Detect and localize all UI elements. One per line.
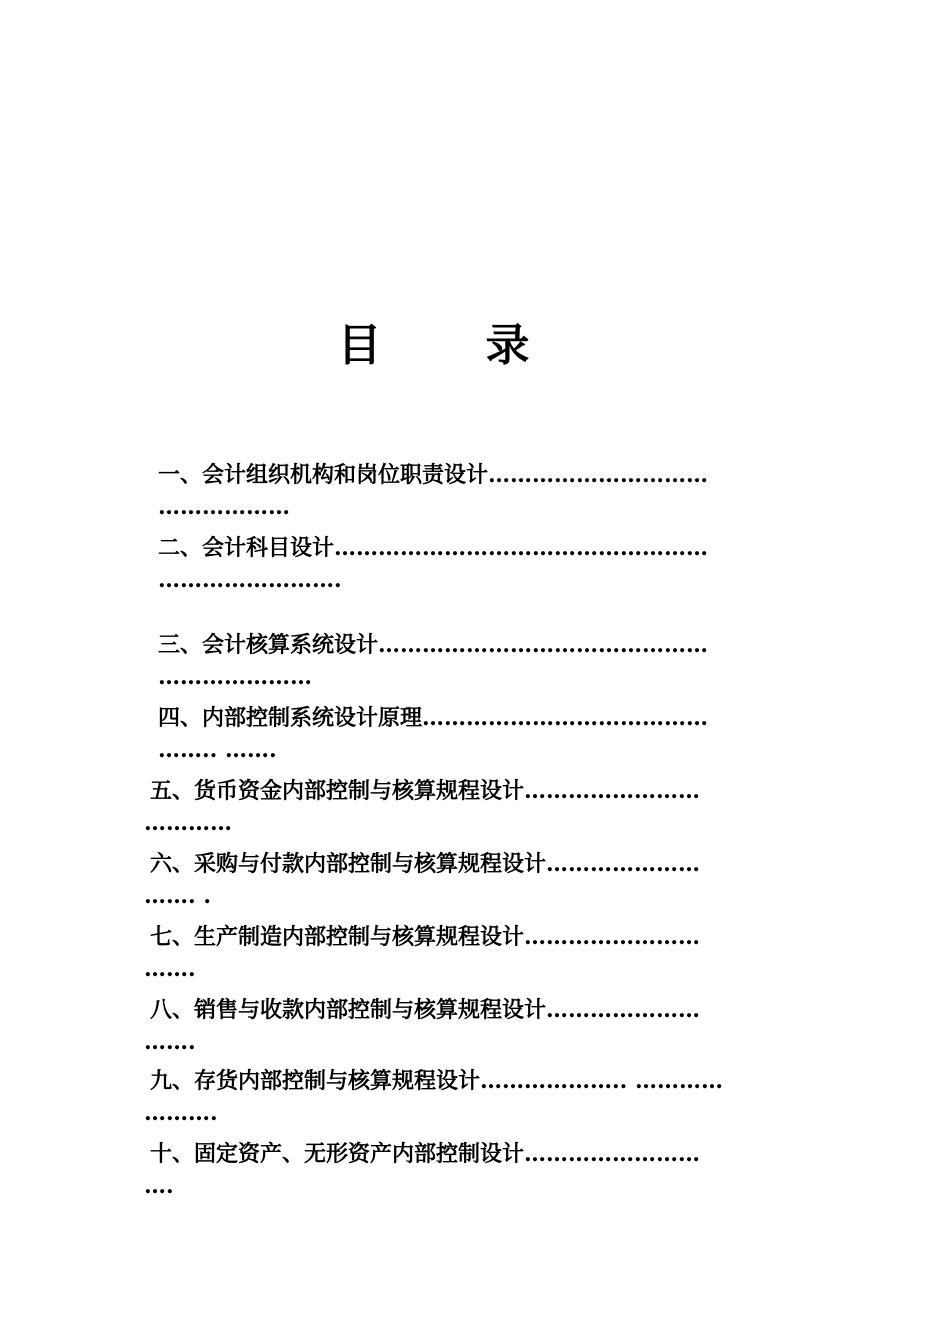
toc-entry-leader: …………………	[158, 664, 312, 690]
toc-entry-text: 二、会计科目设计……………………………………………	[158, 535, 709, 561]
toc-entry-leader: …………	[144, 810, 232, 836]
toc-entry-3[interactable]	[158, 630, 750, 692]
toc-entry-leader: ……. .	[144, 883, 211, 909]
toc-entry-7[interactable]	[144, 922, 750, 984]
toc-entry-5[interactable]	[144, 776, 750, 838]
toc-entry-leader: …….. …….	[158, 737, 277, 763]
toc-entry-leader: …………………….	[158, 567, 342, 593]
toc-entry-8[interactable]	[144, 995, 750, 1057]
toc-entry-leader: ….	[144, 1173, 174, 1199]
toc-entry-leader: ………………	[158, 494, 290, 520]
toc-entry-text: 十、固定资产、无形资产内部控制设计……………………	[150, 1141, 701, 1167]
page-title: 目 录	[337, 320, 560, 371]
toc-entry-2[interactable]	[158, 533, 750, 595]
toc-entry-leader: …….	[144, 956, 196, 982]
toc-entry-leader: …….	[144, 1029, 196, 1055]
toc-entry-text: 九、存货内部控制与核算规程设计……………….. …………	[150, 1068, 723, 1094]
toc-entry-text: 七、生产制造内部控制与核算规程设计……………………	[150, 924, 701, 950]
toc-entry-leader: ……….	[144, 1100, 218, 1126]
toc-entry-text: 五、货币资金内部控制与核算规程设计……………………	[150, 778, 701, 804]
toc-entry-text: 三、会计核算系统设计………………………………………	[158, 632, 709, 658]
toc-entry-9[interactable]	[144, 1066, 750, 1128]
toc-entry-10[interactable]	[144, 1139, 750, 1201]
toc-entry-text: 一、会计组织机构和岗位职责设计…………………………	[158, 462, 709, 488]
toc-entry-text: 四、内部控制系统设计原理…………………………………	[158, 705, 709, 731]
toc-entry-4[interactable]	[158, 703, 750, 765]
toc-entry-6[interactable]	[144, 849, 750, 911]
toc-entry-text: 八、销售与收款内部控制与核算规程设计…………………	[150, 997, 701, 1023]
toc-entry-1[interactable]	[158, 460, 750, 522]
toc-entry-text: 六、采购与付款内部控制与核算规程设计…………………	[150, 851, 701, 877]
